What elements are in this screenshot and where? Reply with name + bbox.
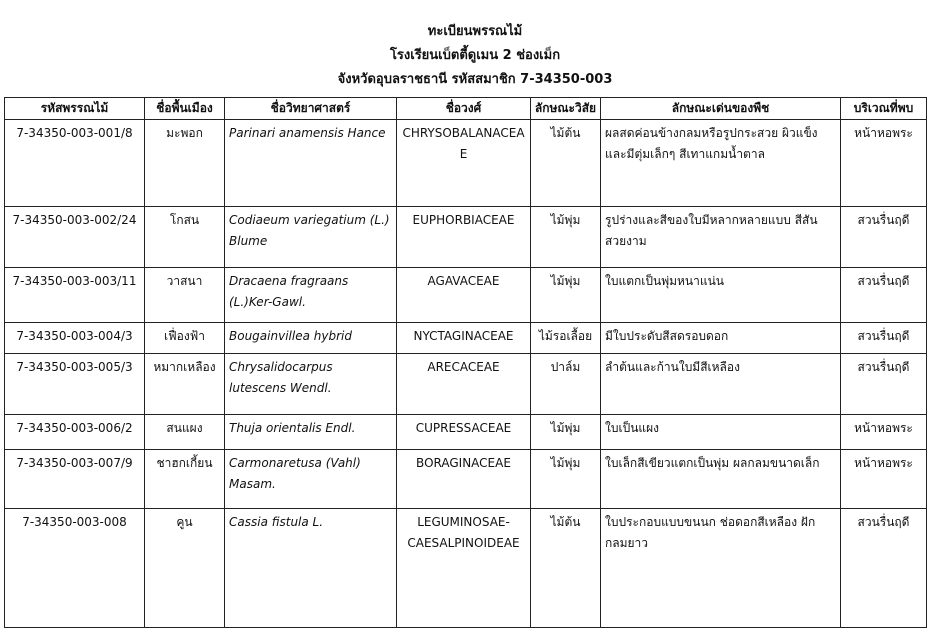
cell-feature: ใบประกอบแบบขนนก ช่อดอกสีเหลือง ฝักกลมยาว (601, 509, 841, 628)
cell-family: ARECACEAE (397, 354, 531, 415)
cell-scientific-name: Cassia fistula L. (225, 509, 397, 628)
table-row (5, 268, 927, 323)
cell-area: สวนรื่นฤดี (841, 354, 927, 415)
document-header (0, 20, 950, 92)
cell-local-name: คูน (145, 509, 225, 628)
cell-family: CHRYSOBALANACEAE (397, 120, 531, 207)
cell-scientific-name: Bougainvillea hybrid (225, 323, 397, 354)
cell-family: NYCTAGINACEAE (397, 323, 531, 354)
cell-code: 7-34350-003-002/24 (5, 207, 145, 268)
cell-code: 7-34350-003-001/8 (5, 120, 145, 207)
cell-feature: รูปร่างและสีของใบมีหลากหลายแบบ สีสันสวยงาม (601, 207, 841, 268)
cell-area: สวนรื่นฤดี (841, 207, 927, 268)
cell-local-name: โกสน (145, 207, 225, 268)
cell-local-name: เฟื่องฟ้า (145, 323, 225, 354)
cell-feature: ใบเล็กสีเขียวแตกเป็นพุ่ม ผลกลมขนาดเล็ก (601, 450, 841, 509)
document-title: ทะเบียนพรรณไม้ (427, 24, 523, 39)
cell-local-name: ชาฮกเกี้ยน (145, 450, 225, 509)
table-row (5, 415, 927, 450)
plant-registry-table (4, 97, 927, 628)
cell-feature: ใบแตกเป็นพุ่มหนาแน่น (601, 268, 841, 323)
table-row (5, 323, 927, 354)
table-row (5, 120, 927, 207)
cell-area: สวนรื่นฤดี (841, 509, 927, 628)
cell-feature: ใบเป็นแผง (601, 415, 841, 450)
cell-code: 7-34350-003-007/9 (5, 450, 145, 509)
column-header-habit: ลักษณะวิสัย (531, 98, 601, 120)
cell-code: 7-34350-003-004/3 (5, 323, 145, 354)
school-name: โรงเรียนเบ็ตตี้ดูเมน 2 ช่องเม็ก (389, 48, 561, 63)
cell-local-name: สนแผง (145, 415, 225, 450)
cell-family: AGAVACEAE (397, 268, 531, 323)
cell-code: 7-34350-003-005/3 (5, 354, 145, 415)
cell-local-name: หมากเหลือง (145, 354, 225, 415)
cell-habit: ไม้ต้น (531, 120, 601, 207)
column-header-code: รหัสพรรณไม้ (5, 98, 145, 120)
table-header-row (5, 98, 927, 120)
column-header-scientific-name: ชื่อวิทยาศาสตร์ (225, 98, 397, 120)
cell-habit: ไม้รอเลื้อย (531, 323, 601, 354)
cell-local-name: วาสนา (145, 268, 225, 323)
cell-feature: มีใบประดับสีสดรอบดอก (601, 323, 841, 354)
column-header-feature: ลักษณะเด่นของพืช (601, 98, 841, 120)
cell-area: หน้าหอพระ (841, 120, 927, 207)
cell-area: หน้าหอพระ (841, 450, 927, 509)
cell-habit: ไม้พุ่ม (531, 268, 601, 323)
cell-code: 7-34350-003-006/2 (5, 415, 145, 450)
cell-habit: ปาล์ม (531, 354, 601, 415)
cell-feature: ผลสดค่อนข้างกลมหรือรูปกระสวย ผิวแข็งและมีตุ่มเล็กๆ สีเทาแกมน้ำตาล (601, 120, 841, 207)
cell-code: 7-34350-003-008 (5, 509, 145, 628)
cell-scientific-name: Parinari anamensis Hance (225, 120, 397, 207)
column-header-local-name: ชื่อพื้นเมือง (145, 98, 225, 120)
cell-local-name: มะพอก (145, 120, 225, 207)
province-member-code: จังหวัดอุบลราชธานี รหัสสมาชิก 7-34350-003 (337, 72, 613, 87)
cell-habit: ไม้พุ่ม (531, 207, 601, 268)
cell-habit: ไม้ต้น (531, 509, 601, 628)
table-row (5, 450, 927, 509)
cell-feature: ลำต้นและก้านใบมีสีเหลือง (601, 354, 841, 415)
cell-family: LEGUMINOSAE-CAESALPINOIDEAE (397, 509, 531, 628)
cell-family: EUPHORBIACEAE (397, 207, 531, 268)
cell-area: สวนรื่นฤดี (841, 268, 927, 323)
table-row (5, 509, 927, 628)
cell-habit: ไม้พุ่ม (531, 450, 601, 509)
cell-scientific-name: Carmonaretusa (Vahl) Masam. (225, 450, 397, 509)
cell-area: หน้าหอพระ (841, 415, 927, 450)
cell-family: BORAGINACEAE (397, 450, 531, 509)
table-row (5, 354, 927, 415)
column-header-area: บริเวณที่พบ (841, 98, 927, 120)
cell-area: สวนรื่นฤดี (841, 323, 927, 354)
cell-scientific-name: Thuja orientalis Endl. (225, 415, 397, 450)
cell-code: 7-34350-003-003/11 (5, 268, 145, 323)
table-row (5, 207, 927, 268)
column-header-family: ชื่อวงศ์ (397, 98, 531, 120)
cell-scientific-name: Dracaena fragraans (L.)Ker-Gawl. (225, 268, 397, 323)
cell-scientific-name: Codiaeum variegatium (L.) Blume (225, 207, 397, 268)
cell-family: CUPRESSACEAE (397, 415, 531, 450)
cell-scientific-name: Chrysalidocarpus lutescens Wendl. (225, 354, 397, 415)
cell-habit: ไม้พุ่ม (531, 415, 601, 450)
